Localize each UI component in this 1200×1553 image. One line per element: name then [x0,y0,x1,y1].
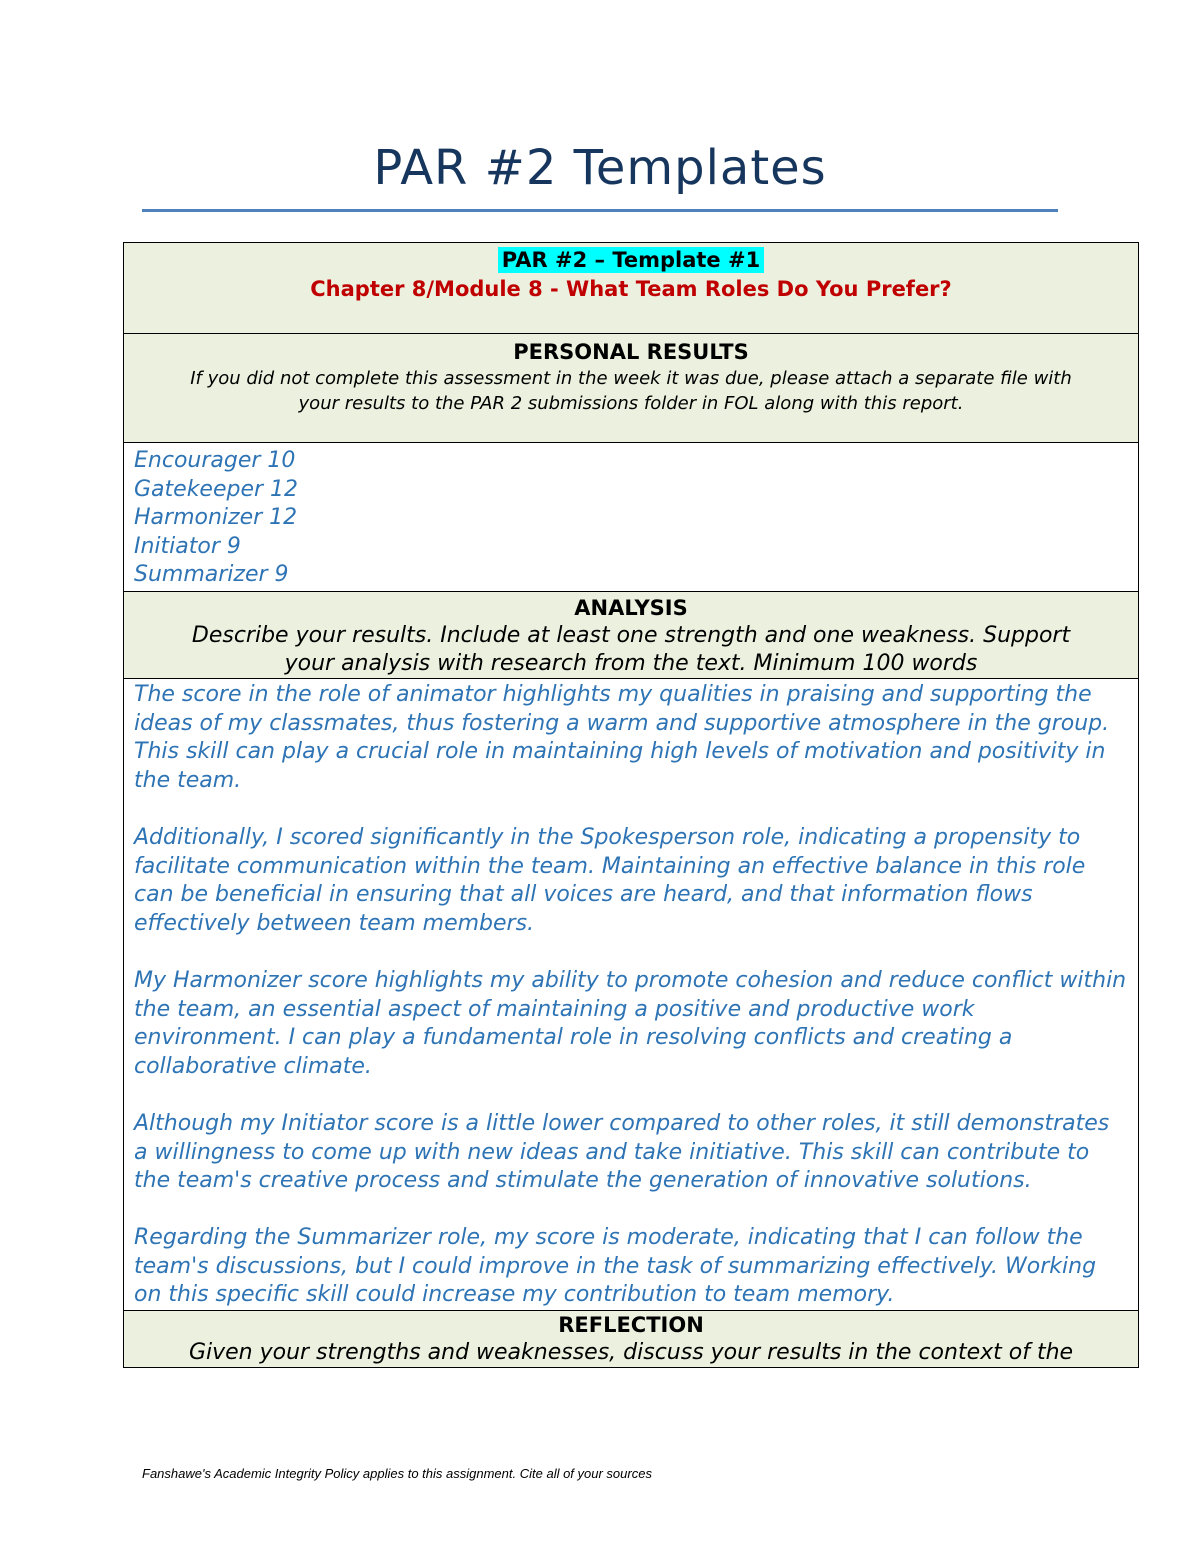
analysis-header-cell [124,592,1139,679]
analysis-paragraph: The score in the role of animator highlights my qualities in praising and supporting the ideas of my classmates, thus fostering a warm and supportive atmosphere in the group. This skill can play a crucial role in maintaining high levels of motivation and positivity in the team. [134,682,1110,793]
personal-results-instructions-line1: If you did not complete this assessment in the week it was due, please attach a separate file with [190,368,1072,389]
analysis-heading: ANALYSIS [574,596,688,620]
template-label: PAR #2 – Template #1 [498,247,764,273]
analysis-paragraph: Additionally, I scored significantly in the Spokesperson role, indicating a propensity to facilitate communication within the team. Maintaining an effective balance in this role can be beneficial in ensuring that all voices are heard, and that information flows effectively between team members. [134,824,1086,936]
analysis-instructions-line1: Describe your results. Include at least one strength and one weakness. Support [191,623,1071,648]
reflection-heading: REFLECTION [558,1313,704,1338]
result-item-gatekeeper: Gatekeeper 12 [134,476,299,502]
page-title: PAR #2 Templates [373,140,827,196]
analysis-instructions-line2: your analysis with research from the text. Minimum 100 words [284,651,978,676]
personal-results-instructions-line2: your results to the PAR 2 submissions folder in FOL along with this report. [298,393,964,414]
result-item-summarizer: Summarizer 9 [134,562,289,587]
analysis-paragraph: My Harmonizer score highlights my ability to promote cohesion and reduce conflict within the team, an essential aspect of maintaining a positive and productive work environment. I can play a fundamental role in resolving conflicts and creating a collaborative climate. [134,967,1127,1079]
personal-results-header-cell [124,334,1139,443]
result-item-encourager: Encourager 10 [134,448,296,473]
template-header-cell [124,243,1139,334]
reflection-header-cell [124,1311,1139,1368]
result-item-initiator: Initiator 9 [134,533,241,559]
reflection-instructions-line1: Given your strengths and weaknesses, discuss your results in the context of the [188,1340,1074,1366]
title-underline [142,209,1058,212]
analysis-body-cell[interactable] [124,679,1139,1311]
results-cell[interactable] [124,443,1139,592]
analysis-paragraph: Regarding the Summarizer role, my score is moderate, indicating that I can follow the team's discussions, but I could improve in the task of summarizing effectively. Working on this specific skill could increase my contribution to team memory. [134,1225,1097,1308]
template-table [123,242,1139,1368]
footer-note: Fanshawe's Academic Integrity Policy applies to this assignment. Cite all of your sources [142,1466,652,1481]
chapter-title: Chapter 8/Module 8 - What Team Roles Do You Prefer? [310,277,952,301]
personal-results-heading: PERSONAL RESULTS [513,340,749,364]
analysis-paragraph: Although my Initiator score is a little lower compared to other roles, it still demonstrates a willingness to come up with new ideas and take initiative. This skill can contribute to the team's creative process and stimulate the generation of innovative solutions. [134,1110,1110,1194]
result-item-harmonizer: Harmonizer 12 [134,505,298,530]
